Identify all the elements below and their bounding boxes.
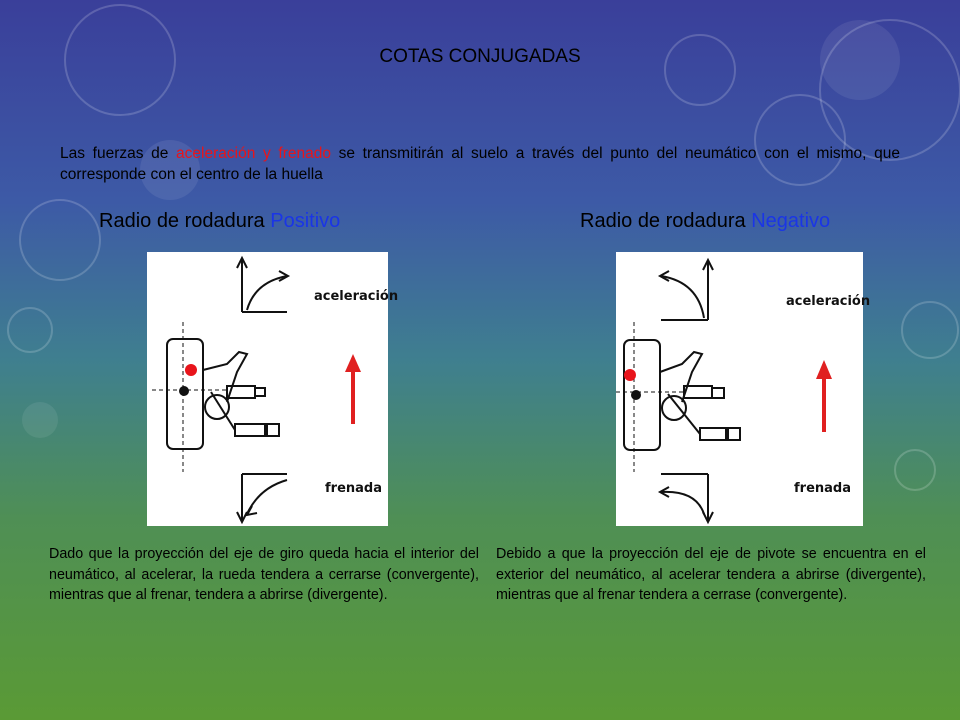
heading-positive — [99, 210, 340, 233]
label-acceleration-negative: aceleración — [786, 294, 871, 309]
intro-highlight: aceleración y frenado — [176, 145, 331, 162]
contact-point-red — [185, 364, 197, 376]
pivot-point-black-negative — [631, 390, 641, 400]
description-positive: Dado que la proyección del eje de giro queda hacia el interior del neumático, al acelerar, la rueda tendera a cerrarse (convergente), mientras que al frenar, tendera a abrirse (divergente). — [49, 546, 479, 603]
description-negative: Debido a que la proyección del eje de pivote se encuentra en el exterior del neumático, al acelerar tendera a abrirse (divergente), mientras que al frenar tendera a cerrase (convergente). — [496, 546, 926, 603]
label-braking: frenada — [325, 481, 382, 496]
pivot-point-black — [179, 386, 189, 396]
heading-positive-prefix: Radio de rodadura — [99, 210, 271, 232]
intro-text-start: Las fuerzas de — [60, 145, 177, 162]
diagram-negative-drawing — [616, 252, 871, 526]
heading-negative-prefix: Radio de rodadura — [580, 210, 752, 232]
diagram-negative — [616, 252, 871, 526]
contact-point-red-negative — [624, 369, 636, 381]
slide-title: COTAS CONJUGADAS — [379, 46, 581, 67]
heading-negative-highlight: Negativo — [751, 210, 831, 232]
intro-paragraph — [60, 143, 900, 185]
heading-negative — [580, 210, 830, 233]
heading-positive-highlight: Positivo — [270, 210, 341, 232]
diagram-positive-drawing — [147, 252, 399, 526]
diagram-positive — [147, 252, 399, 526]
force-arrow-head-positive — [345, 354, 361, 372]
force-arrow-head-negative — [816, 360, 832, 379]
label-braking-negative: frenada — [794, 481, 851, 496]
label-acceleration: aceleración — [314, 289, 399, 304]
intro-text-end: se transmitirán al suelo a través del punto del neumático con el mismo, que corresponde con el centro de la huella — [60, 145, 900, 183]
